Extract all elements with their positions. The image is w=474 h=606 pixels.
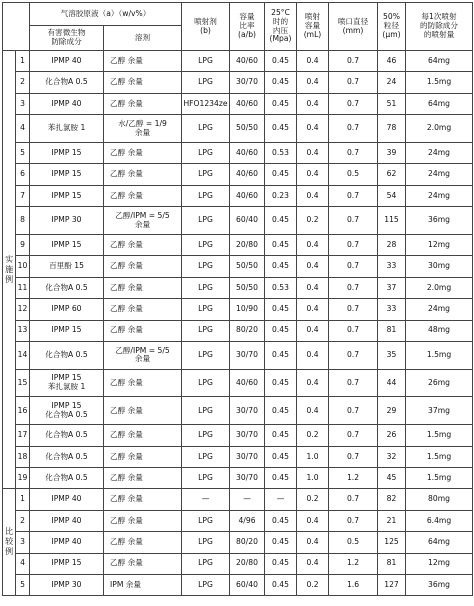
cell-pressure: 0.45: [265, 93, 297, 114]
cell-agent: IPMP 15: [30, 234, 104, 255]
cell-particle: 82: [378, 489, 406, 510]
table-row: [3, 142, 473, 163]
cell-nozzle: 0.7: [329, 489, 378, 510]
cell-ratio: 30/70: [230, 468, 265, 489]
cell-pressure: 0.45: [265, 446, 297, 467]
table-row: [3, 72, 473, 93]
cell-nozzle: 0.7: [329, 446, 378, 467]
cell-volume: 1.0: [297, 446, 329, 467]
cell-nozzle: 0.7: [329, 510, 378, 531]
cell-agent: 化合物A 0.5: [30, 468, 104, 489]
cell-solvent: 乙醇 余量: [104, 299, 182, 320]
cell-solvent: 乙醇 余量: [104, 425, 182, 446]
cell-particle: 45: [378, 468, 406, 489]
cell-volume: 0.4: [297, 320, 329, 341]
row-number: 1: [16, 51, 30, 72]
cell-solvent: IPM 余量: [104, 575, 182, 596]
cell-nozzle: 0.7: [329, 341, 378, 369]
cell-dose: 2.0mg: [406, 115, 473, 143]
cell-pressure: 0.45: [265, 575, 297, 596]
cell-particle: 35: [378, 341, 406, 369]
cell-dose: 37mg: [406, 397, 473, 425]
cell-agent: IPMP 40: [30, 489, 104, 510]
cell-agent: 化合物A 0.5: [30, 341, 104, 369]
cell-agent: IPMP 15 化合物A 0.5: [30, 397, 104, 425]
cell-ratio: 50/50: [230, 277, 265, 298]
cell-agent: IPMP 60: [30, 299, 104, 320]
cell-propellant: LPG: [182, 277, 230, 298]
cell-propellant: LPG: [182, 115, 230, 143]
cell-agent: IPMP 40: [30, 532, 104, 553]
cell-nozzle: 1.6: [329, 575, 378, 596]
row-number: 19: [16, 468, 30, 489]
cell-pressure: 0.45: [265, 320, 297, 341]
cell-volume: 0.2: [297, 489, 329, 510]
cell-propellant: HFO1234ze: [182, 93, 230, 114]
cell-dose: 64mg: [406, 51, 473, 72]
cell-dose: 6.4mg: [406, 510, 473, 531]
cell-particle: 26: [378, 425, 406, 446]
cell-agent: IPMP 15 苯扎氯胺 1: [30, 369, 104, 397]
cell-propellant: LPG: [182, 425, 230, 446]
cell-propellant: LPG: [182, 575, 230, 596]
cell-nozzle: 0.7: [329, 142, 378, 163]
cell-agent: 化合物A 0.5: [30, 446, 104, 467]
cell-dose: 36mg: [406, 575, 473, 596]
cell-particle: 78: [378, 115, 406, 143]
cell-propellant: LPG: [182, 369, 230, 397]
cell-pressure: 0.45: [265, 299, 297, 320]
cell-dose: 36mg: [406, 207, 473, 235]
cell-particle: 81: [378, 320, 406, 341]
table-row: [3, 369, 473, 397]
cell-propellant: LPG: [182, 72, 230, 93]
cell-propellant: LPG: [182, 510, 230, 531]
cell-agent: 苯扎氯胺 1: [30, 115, 104, 143]
table-row: [3, 164, 473, 185]
cell-solvent: 乙醇 余量: [104, 532, 182, 553]
cell-solvent: 乙醇/IPM = 5/5 余量: [104, 207, 182, 235]
cell-ratio: 60/40: [230, 575, 265, 596]
cell-nozzle: 0.7: [329, 369, 378, 397]
cell-propellant: LPG: [182, 256, 230, 277]
cell-pressure: 0.45: [265, 510, 297, 531]
cell-ratio: 40/60: [230, 142, 265, 163]
cell-propellant: —: [182, 489, 230, 510]
cell-dose: 64mg: [406, 93, 473, 114]
cell-ratio: 30/70: [230, 425, 265, 446]
table-row: [3, 277, 473, 298]
row-number: 3: [16, 93, 30, 114]
cell-pressure: 0.45: [265, 532, 297, 553]
cell-pressure: 0.45: [265, 164, 297, 185]
header-particle: 50% 粒径 (μm): [378, 3, 406, 51]
row-number: 4: [16, 115, 30, 143]
cell-nozzle: 0.5: [329, 164, 378, 185]
table-row: [3, 256, 473, 277]
cell-volume: 0.4: [297, 553, 329, 574]
table-row: [3, 510, 473, 531]
cell-pressure: 0.45: [265, 256, 297, 277]
cell-volume: 0.4: [297, 277, 329, 298]
cell-particle: 21: [378, 510, 406, 531]
table-row: [3, 93, 473, 114]
cell-solvent: 乙醇 余量: [104, 369, 182, 397]
cell-solvent: 水/乙醇 = 1/9 余量: [104, 115, 182, 143]
cell-pressure: 0.45: [265, 72, 297, 93]
cell-pressure: 0.45: [265, 397, 297, 425]
cell-agent: IPMP 40: [30, 510, 104, 531]
cell-nozzle: 0.7: [329, 51, 378, 72]
cell-dose: 24mg: [406, 142, 473, 163]
cell-nozzle: 0.7: [329, 234, 378, 255]
table-row: [3, 425, 473, 446]
cell-ratio: 80/20: [230, 320, 265, 341]
cell-dose: 12mg: [406, 553, 473, 574]
cell-propellant: LPG: [182, 468, 230, 489]
cell-volume: 0.4: [297, 397, 329, 425]
section-label: 比较例: [3, 489, 16, 596]
cell-ratio: 30/70: [230, 341, 265, 369]
cell-particle: 29: [378, 397, 406, 425]
cell-dose: 80mg: [406, 489, 473, 510]
cell-solvent: 乙醇 余量: [104, 446, 182, 467]
cell-volume: 0.4: [297, 256, 329, 277]
cell-agent: IPMP 40: [30, 51, 104, 72]
row-number: 8: [16, 207, 30, 235]
cell-volume: 0.4: [297, 72, 329, 93]
cell-ratio: 60/40: [230, 207, 265, 235]
cell-solvent: 乙醇 余量: [104, 277, 182, 298]
cell-particle: 125: [378, 532, 406, 553]
cell-solvent: 乙醇 余量: [104, 256, 182, 277]
table-body: [3, 51, 473, 596]
cell-particle: 33: [378, 299, 406, 320]
cell-agent: IPMP 15: [30, 185, 104, 206]
cell-dose: 30mg: [406, 256, 473, 277]
cell-propellant: LPG: [182, 207, 230, 235]
cell-propellant: LPG: [182, 446, 230, 467]
cell-volume: 0.4: [297, 185, 329, 206]
cell-solvent: 乙醇 余量: [104, 51, 182, 72]
cell-volume: 0.4: [297, 164, 329, 185]
cell-nozzle: 0.7: [329, 185, 378, 206]
cell-volume: 0.4: [297, 142, 329, 163]
table-row: [3, 532, 473, 553]
table-row: [3, 446, 473, 467]
table-row: [3, 115, 473, 143]
cell-nozzle: 0.5: [329, 532, 378, 553]
cell-particle: 39: [378, 142, 406, 163]
cell-volume: 0.4: [297, 115, 329, 143]
table-row: [3, 51, 473, 72]
table-row: [3, 575, 473, 596]
cell-nozzle: 0.7: [329, 115, 378, 143]
header-nozzle: 喷口直径 (mm): [329, 3, 378, 51]
cell-pressure: 0.53: [265, 142, 297, 163]
row-number: 12: [16, 299, 30, 320]
cell-volume: 0.4: [297, 299, 329, 320]
row-number: 10: [16, 256, 30, 277]
table-row: [3, 489, 473, 510]
cell-ratio: 40/60: [230, 51, 265, 72]
row-number: 2: [16, 72, 30, 93]
cell-volume: 0.4: [297, 341, 329, 369]
cell-pressure: 0.45: [265, 207, 297, 235]
cell-ratio: 50/50: [230, 115, 265, 143]
cell-nozzle: 0.7: [329, 72, 378, 93]
cell-dose: 12mg: [406, 234, 473, 255]
cell-propellant: LPG: [182, 299, 230, 320]
cell-particle: 24: [378, 72, 406, 93]
cell-ratio: 50/50: [230, 256, 265, 277]
cell-dose: 1.5mg: [406, 72, 473, 93]
cell-volume: 0.4: [297, 51, 329, 72]
cell-particle: 28: [378, 234, 406, 255]
cell-dose: 1.5mg: [406, 468, 473, 489]
cell-pressure: 0.45: [265, 234, 297, 255]
cell-solvent: 乙醇 余量: [104, 489, 182, 510]
cell-agent: 百里酚 15: [30, 256, 104, 277]
cell-agent: IPMP 15: [30, 320, 104, 341]
row-number: 7: [16, 185, 30, 206]
cell-propellant: LPG: [182, 51, 230, 72]
cell-ratio: 20/80: [230, 553, 265, 574]
cell-solvent: 乙醇 余量: [104, 397, 182, 425]
cell-solvent: 乙醇 余量: [104, 185, 182, 206]
table-row: [3, 185, 473, 206]
cell-pressure: 0.45: [265, 425, 297, 446]
cell-volume: 0.4: [297, 234, 329, 255]
cell-particle: 81: [378, 553, 406, 574]
cell-solvent: 乙醇 余量: [104, 142, 182, 163]
cell-pressure: 0.45: [265, 51, 297, 72]
section-label: 实施例: [3, 51, 16, 489]
row-number: 18: [16, 446, 30, 467]
cell-solvent: 乙醇 余量: [104, 510, 182, 531]
cell-dose: 26mg: [406, 369, 473, 397]
cell-dose: 1.5mg: [406, 425, 473, 446]
cell-ratio: 80/20: [230, 532, 265, 553]
cell-agent: IPMP 30: [30, 207, 104, 235]
cell-propellant: LPG: [182, 553, 230, 574]
cell-particle: 115: [378, 207, 406, 235]
cell-agent: IPMP 15: [30, 142, 104, 163]
row-number: 3: [16, 532, 30, 553]
cell-dose: 24mg: [406, 185, 473, 206]
cell-ratio: 30/70: [230, 72, 265, 93]
header-propellant: 喷射剂 (b): [182, 3, 230, 51]
table-row: [3, 468, 473, 489]
cell-solvent: 乙醇 余量: [104, 468, 182, 489]
cell-dose: 2.0mg: [406, 277, 473, 298]
table-row: [3, 553, 473, 574]
cell-dose: 24mg: [406, 164, 473, 185]
cell-propellant: LPG: [182, 532, 230, 553]
cell-propellant: LPG: [182, 164, 230, 185]
cell-agent: 化合物A 0.5: [30, 277, 104, 298]
cell-nozzle: 0.7: [329, 397, 378, 425]
cell-dose: 1.5mg: [406, 341, 473, 369]
header-group-title: 气溶胶原液（a）（w/v%）: [30, 3, 182, 26]
table-row: [3, 397, 473, 425]
table-row: [3, 320, 473, 341]
cell-propellant: LPG: [182, 341, 230, 369]
cell-nozzle: 1.2: [329, 468, 378, 489]
row-number: 15: [16, 369, 30, 397]
cell-ratio: 20/80: [230, 234, 265, 255]
cell-pressure: 0.53: [265, 277, 297, 298]
table-row: [3, 341, 473, 369]
cell-ratio: —: [230, 489, 265, 510]
cell-volume: 0.4: [297, 532, 329, 553]
cell-particle: 62: [378, 164, 406, 185]
table-row: [3, 234, 473, 255]
cell-pressure: 0.45: [265, 468, 297, 489]
row-number: 13: [16, 320, 30, 341]
cell-pressure: 0.45: [265, 369, 297, 397]
row-number: 9: [16, 234, 30, 255]
cell-ratio: 40/60: [230, 369, 265, 397]
cell-nozzle: 0.7: [329, 93, 378, 114]
row-number: 6: [16, 164, 30, 185]
cell-volume: 0.2: [297, 575, 329, 596]
cell-nozzle: 0.7: [329, 425, 378, 446]
table-row: [3, 299, 473, 320]
header-pressure: 25°C 时的 内压 (Mpa): [265, 3, 297, 51]
cell-nozzle: 1.2: [329, 553, 378, 574]
cell-particle: 32: [378, 446, 406, 467]
cell-particle: 51: [378, 93, 406, 114]
cell-particle: 44: [378, 369, 406, 397]
cell-particle: 33: [378, 256, 406, 277]
cell-ratio: 40/60: [230, 93, 265, 114]
cell-ratio: 40/60: [230, 185, 265, 206]
cell-volume: 0.2: [297, 425, 329, 446]
cell-propellant: LPG: [182, 397, 230, 425]
row-number: 4: [16, 553, 30, 574]
cell-nozzle: 0.7: [329, 207, 378, 235]
cell-propellant: LPG: [182, 142, 230, 163]
row-number: 5: [16, 142, 30, 163]
cell-dose: 48mg: [406, 320, 473, 341]
cell-ratio: 30/70: [230, 397, 265, 425]
cell-agent: IPMP 15: [30, 553, 104, 574]
header-corner: [3, 3, 30, 51]
row-number: 2: [16, 510, 30, 531]
header-row-1: [3, 3, 473, 26]
row-number: 5: [16, 575, 30, 596]
cell-particle: 46: [378, 51, 406, 72]
cell-dose: 64mg: [406, 532, 473, 553]
header-dose: 每1次喷射 的防除成分 的喷射量: [406, 3, 473, 51]
cell-nozzle: 0.7: [329, 277, 378, 298]
cell-agent: IPMP 40: [30, 93, 104, 114]
cell-agent: IPMP 30: [30, 575, 104, 596]
row-number: 14: [16, 341, 30, 369]
cell-volume: 0.2: [297, 207, 329, 235]
cell-nozzle: 0.7: [329, 256, 378, 277]
cell-agent: IPMP 15: [30, 164, 104, 185]
cell-nozzle: 0.7: [329, 299, 378, 320]
cell-volume: 1.0: [297, 468, 329, 489]
header-solvent: 溶剂: [104, 26, 182, 51]
cell-ratio: 10/90: [230, 299, 265, 320]
cell-agent: 化合物A 0.5: [30, 425, 104, 446]
cell-dose: 24mg: [406, 299, 473, 320]
cell-solvent: 乙醇 余量: [104, 234, 182, 255]
cell-propellant: LPG: [182, 185, 230, 206]
cell-pressure: 0.45: [265, 115, 297, 143]
cell-ratio: 30/70: [230, 446, 265, 467]
cell-propellant: LPG: [182, 234, 230, 255]
cell-solvent: 乙醇/IPM = 5/5 余量: [104, 341, 182, 369]
cell-solvent: 乙醇 余量: [104, 164, 182, 185]
cell-solvent: 乙醇 余量: [104, 93, 182, 114]
cell-dose: 1.5mg: [406, 446, 473, 467]
cell-pressure: 0.45: [265, 553, 297, 574]
cell-particle: 127: [378, 575, 406, 596]
cell-solvent: 乙醇 余量: [104, 320, 182, 341]
row-number: 11: [16, 277, 30, 298]
cell-pressure: —: [265, 489, 297, 510]
cell-agent: 化合物A 0.5: [30, 72, 104, 93]
row-number: 1: [16, 489, 30, 510]
cell-ratio: 40/60: [230, 164, 265, 185]
cell-solvent: 乙醇 余量: [104, 72, 182, 93]
cell-volume: 0.4: [297, 510, 329, 531]
header-agent: 有害微生物 防除成分: [30, 26, 104, 51]
row-number: 17: [16, 425, 30, 446]
cell-propellant: LPG: [182, 320, 230, 341]
cell-pressure: 0.23: [265, 185, 297, 206]
cell-particle: 37: [378, 277, 406, 298]
row-number: 16: [16, 397, 30, 425]
cell-particle: 54: [378, 185, 406, 206]
aerosol-data-table: [2, 2, 473, 596]
header-ratio: 容量 比率 (a/b): [230, 3, 265, 51]
cell-ratio: 4/96: [230, 510, 265, 531]
cell-nozzle: 0.7: [329, 320, 378, 341]
cell-solvent: 乙醇 余量: [104, 553, 182, 574]
cell-pressure: 0.45: [265, 341, 297, 369]
table-row: [3, 207, 473, 235]
header-spray-volume: 喷射 容量 (mL): [297, 3, 329, 51]
cell-volume: 0.4: [297, 369, 329, 397]
cell-volume: 0.4: [297, 93, 329, 114]
